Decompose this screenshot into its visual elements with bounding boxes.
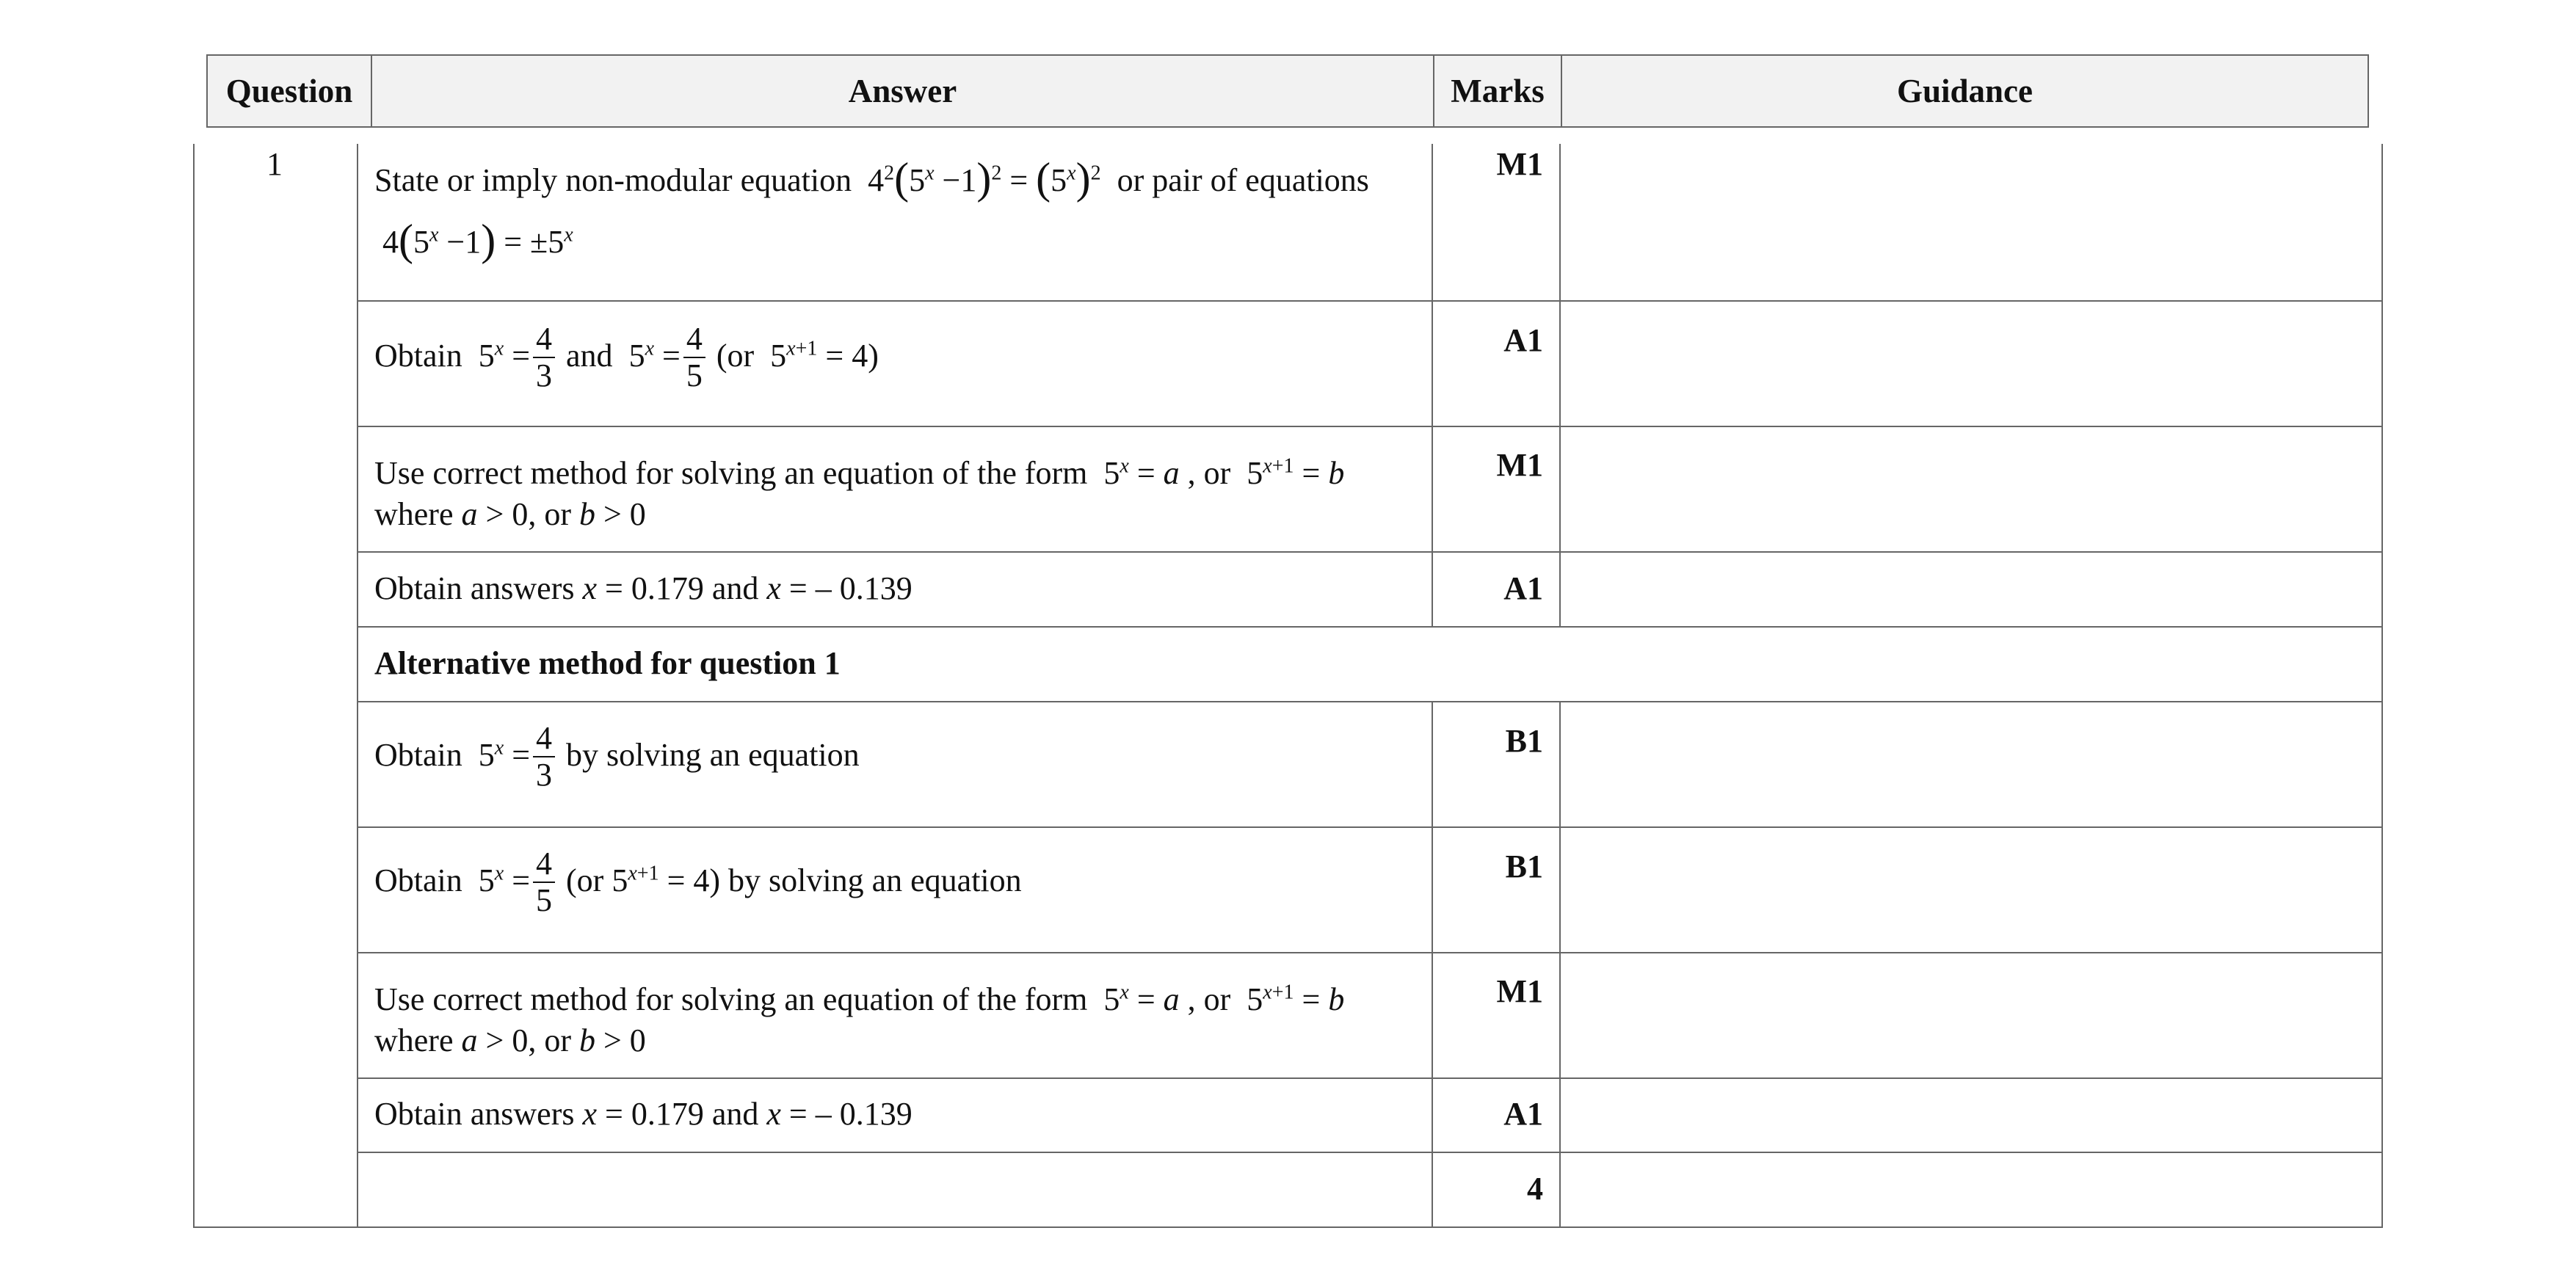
marks-col-divider — [1559, 701, 1561, 1228]
answer-col-divider — [1432, 701, 1433, 1228]
equation: $4^2(5^x -1)^2 = (5^x)^2$ — [860, 154, 1101, 203]
row-divider — [357, 426, 2383, 427]
answer-line — [374, 156, 1428, 201]
mark-value: M1 — [1496, 146, 1543, 182]
answer-text: where a > 0, or b > 0 — [374, 496, 646, 532]
answer-text: State or imply non-modular equation — [374, 162, 852, 198]
mark-value: M1 — [1496, 447, 1543, 483]
marks-col-divider — [1559, 144, 1561, 628]
mark-value: B1 — [1505, 848, 1543, 884]
row-divider — [357, 551, 2383, 553]
answer-row-4: Obtain answers x = 0.179 and x = – 0.139 — [374, 570, 913, 606]
row-divider — [357, 701, 2383, 702]
answer-text: by solving an equation — [728, 862, 1022, 899]
answer-text: where a > 0, or b > 0 — [374, 1022, 646, 1058]
row-divider — [357, 1077, 2383, 1079]
outer-right-border — [2381, 144, 2383, 1228]
answer-text: Use correct method for solving an equation of the form — [374, 981, 1088, 1017]
question-col-divider — [357, 144, 358, 1228]
row-divider — [357, 300, 2383, 302]
answer-row-1 — [374, 156, 1428, 263]
mark-value: A1 — [1503, 1096, 1543, 1132]
answer-text: by solving an equation — [566, 737, 860, 774]
bottom-border — [193, 1226, 2383, 1228]
answer-text: Obtain — [374, 862, 462, 899]
alternative-method-heading: Alternative method for question 1 — [374, 645, 841, 681]
answer-text: Obtain — [374, 338, 462, 374]
answer-row-9: Obtain answers x = 0.179 and x = – 0.139 — [374, 1096, 913, 1132]
answer-row-7: Obtain $5^x$ = $\frac{4}{5}$ (or $5^{x+1} = 4$) by solving an equation — [374, 846, 1022, 918]
question-number: 1 — [266, 146, 283, 182]
mark-value: A1 — [1503, 570, 1543, 606]
answer-text: , or — [1187, 981, 1231, 1017]
answer-text: and — [566, 338, 613, 374]
answer-row-2: Obtain $5^x$ = $\frac{4}{3}$ and $5^x$ = $\frac{4}{5}$ (or $5^{x+1} = 4$) — [374, 321, 879, 393]
answer-col-divider — [1432, 144, 1433, 628]
header-guidance: Guidance — [1896, 73, 2033, 109]
mark-value: M1 — [1496, 973, 1543, 1009]
mark-value: A1 — [1503, 322, 1543, 358]
equation: $4(5^x -1) = \pm 5^x$ — [374, 216, 573, 264]
answer-row-8: Use correct method for solving an equation of the form $5^x = a$ , or $5^{x+1} = b$ where a > 0, or b > 0 — [374, 979, 1428, 1061]
outer-left-border — [193, 144, 195, 1228]
total-marks: 4 — [1527, 1171, 1543, 1207]
row-divider — [357, 826, 2383, 828]
header-answer: Answer — [848, 73, 957, 109]
row-divider — [357, 952, 2383, 953]
answer-text: or pair of equations — [1117, 162, 1369, 198]
header-question: Question — [225, 73, 353, 109]
row-divider — [357, 626, 2383, 628]
answer-text: (or — [716, 338, 755, 374]
header-marks: Marks — [1451, 73, 1545, 109]
mark-value: B1 — [1505, 723, 1543, 759]
row-divider — [357, 1152, 2383, 1153]
answer-row-6: Obtain $5^x$ = $\frac{4}{3}$ by solving an equation — [374, 720, 860, 793]
answer-text: , or — [1187, 455, 1231, 491]
answer-text: Obtain — [374, 737, 462, 774]
answer-row-3: Use correct method for solving an equation of the form $5^x = a$ , or $5^{x+1} = b$ where a > 0, or b > 0 — [374, 453, 1428, 535]
table-header — [206, 54, 2369, 128]
answer-text: Use correct method for solving an equation of the form — [374, 455, 1088, 491]
